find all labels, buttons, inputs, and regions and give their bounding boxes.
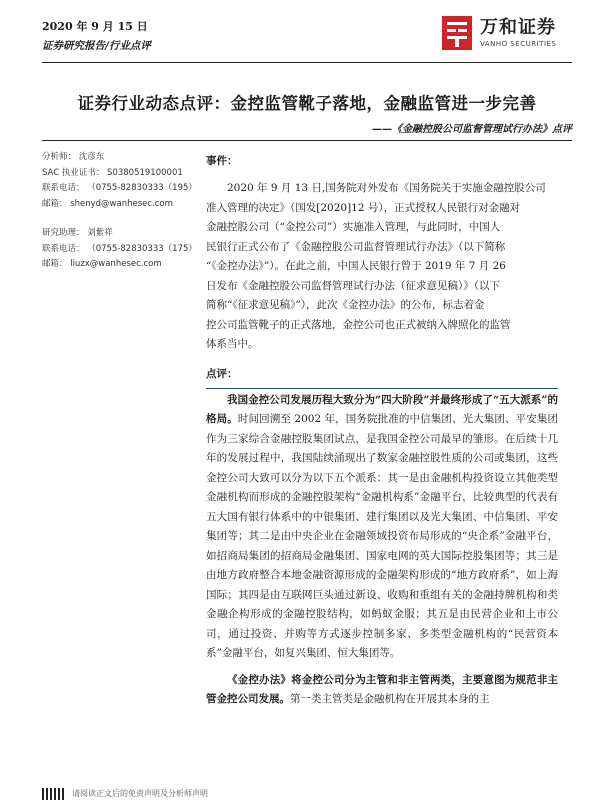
analyst-email[interactable]: 邮箱： shenyd@wanhesec.com bbox=[42, 198, 173, 209]
section-divider bbox=[206, 388, 558, 389]
view-p1-lead: 我国金控公司发展历程大致分为“四大阶段”并最终形成了“五大派系”的格局。 bbox=[206, 393, 558, 425]
view-p1-body: 时间回溯至 2002 年，国务院批准的中信集团、光大集团、平安集团作为三家综合金融控股集团试点，是我国金控公司最早的雏形。在后续十几年的发展过程中，我国陆续涌现出了数家金融控股性质的公司或集团，这些金控公司大致可以分为以下五个派系：其一是由金融机构投资设立其他类型金融机构而形成的金融控股架构“金融机构系”金融平台，比较典型的代表有五大国有银行体系中的中银集团、建行集团以及光大集团、中信集团、平安集团等；其二是由中央企业在金融领域投资布局形成的“央企系”金融平台，如招商局集团的招商局金融集团、国家电网的英大国际控股集团等；其三是由地方政府整合本地金融资源形成的金融架构形成的“地方政府系”，如上海国际；其四是由互联网巨头通过新设、收购和重组有关的金融持牌机构和类金融企构形成的金融控股结构，如蚂蚁金服；其五是由民营企业和上市公司，通过投资、并购等方式逐步控制多家、多类型金融机构的“民营资本系”金融平台，如复兴集团、恒大集团等。 bbox=[206, 413, 559, 659]
qr-code-icon bbox=[42, 788, 64, 800]
header-divider bbox=[42, 62, 572, 63]
event-line: 控公司监管靴子的正式落地，金控公司也正式被纳入牌照化的监管 bbox=[206, 318, 511, 331]
sac-number: SAC 执业证书： S0380519100001 bbox=[42, 167, 183, 178]
view-heading: 点评： bbox=[206, 367, 238, 380]
event-line: 民银行正式公布了《金融控股公司监督管理试行办法》（以下简称 bbox=[206, 240, 506, 253]
view-p2-lead: 《金控办法》将金控公司分为主管和非主管两类，主要意图为规范非主管金控公司发展。 bbox=[206, 673, 558, 705]
event-line: 简称“《征求意见稿》”），此次《金控办法》的公布，标志着金 bbox=[206, 299, 485, 311]
logo-mark-icon bbox=[442, 14, 472, 52]
page-header bbox=[42, 14, 572, 58]
event-line: 准入管理的决定》（国发[2020]12 号），正式授权人民银行对金融对 bbox=[206, 201, 521, 214]
footer-disclaimer: 请阅读正文后的免责声明及分析师声明 bbox=[72, 789, 208, 798]
event-line: “《金控办法》”）。在此之前，中国人民银行曾于 2019 年 7 月 26 bbox=[206, 260, 506, 272]
event-line: 体系当中。 bbox=[206, 338, 259, 350]
report-type: 证券研究报告/行业点评 bbox=[42, 40, 151, 52]
title-divider bbox=[42, 140, 572, 141]
report-date: 2020 年 9 月 15 日 bbox=[42, 20, 148, 33]
analyst-phone: 联系电话： （0755-82830333（195） bbox=[42, 183, 197, 193]
event-line: 2020 年 9 月 13 日,国务院对外发布《国务院关于实施金融控股公司 bbox=[227, 182, 546, 194]
company-logo bbox=[442, 14, 572, 56]
page-subtitle: ——《金融控股公司监督管理试行办法》点评 bbox=[372, 124, 572, 135]
logo-text-cn: 万和证券 bbox=[480, 17, 556, 38]
assistant-name: 研究助理： 刘紫祥 bbox=[42, 228, 113, 238]
event-paragraph bbox=[206, 179, 558, 355]
event-line: 金融控股公司（“金控公司”）实施准入管理，与此同时，中国人 bbox=[206, 221, 501, 233]
event-line: 日发布《金融控股公司监督管理试行办法（征求意见稿）》（以下 bbox=[206, 279, 500, 292]
event-heading: 事件： bbox=[206, 155, 238, 167]
analyst-name: 分析师： 沈彦东 bbox=[42, 152, 105, 162]
main-content bbox=[206, 153, 558, 710]
page-footer bbox=[42, 788, 242, 800]
page-title: 证券行业动态点评：金控监管靴子落地，金融监管进一步完善 bbox=[77, 94, 537, 113]
assistant-phone: 联系电话： （0755-82830333（175） bbox=[42, 243, 197, 254]
view-paragraph-1 bbox=[206, 391, 558, 664]
logo-text-en: VANHO SECURITIES bbox=[480, 40, 557, 48]
view-paragraph-2 bbox=[206, 671, 558, 710]
analyst-info bbox=[42, 150, 197, 287]
view-p2-body: 第一类主管类是金融机构在开展其本身的主 bbox=[290, 693, 490, 705]
assistant-email[interactable]: 邮箱： liuzx@wanhesec.com bbox=[42, 259, 162, 269]
